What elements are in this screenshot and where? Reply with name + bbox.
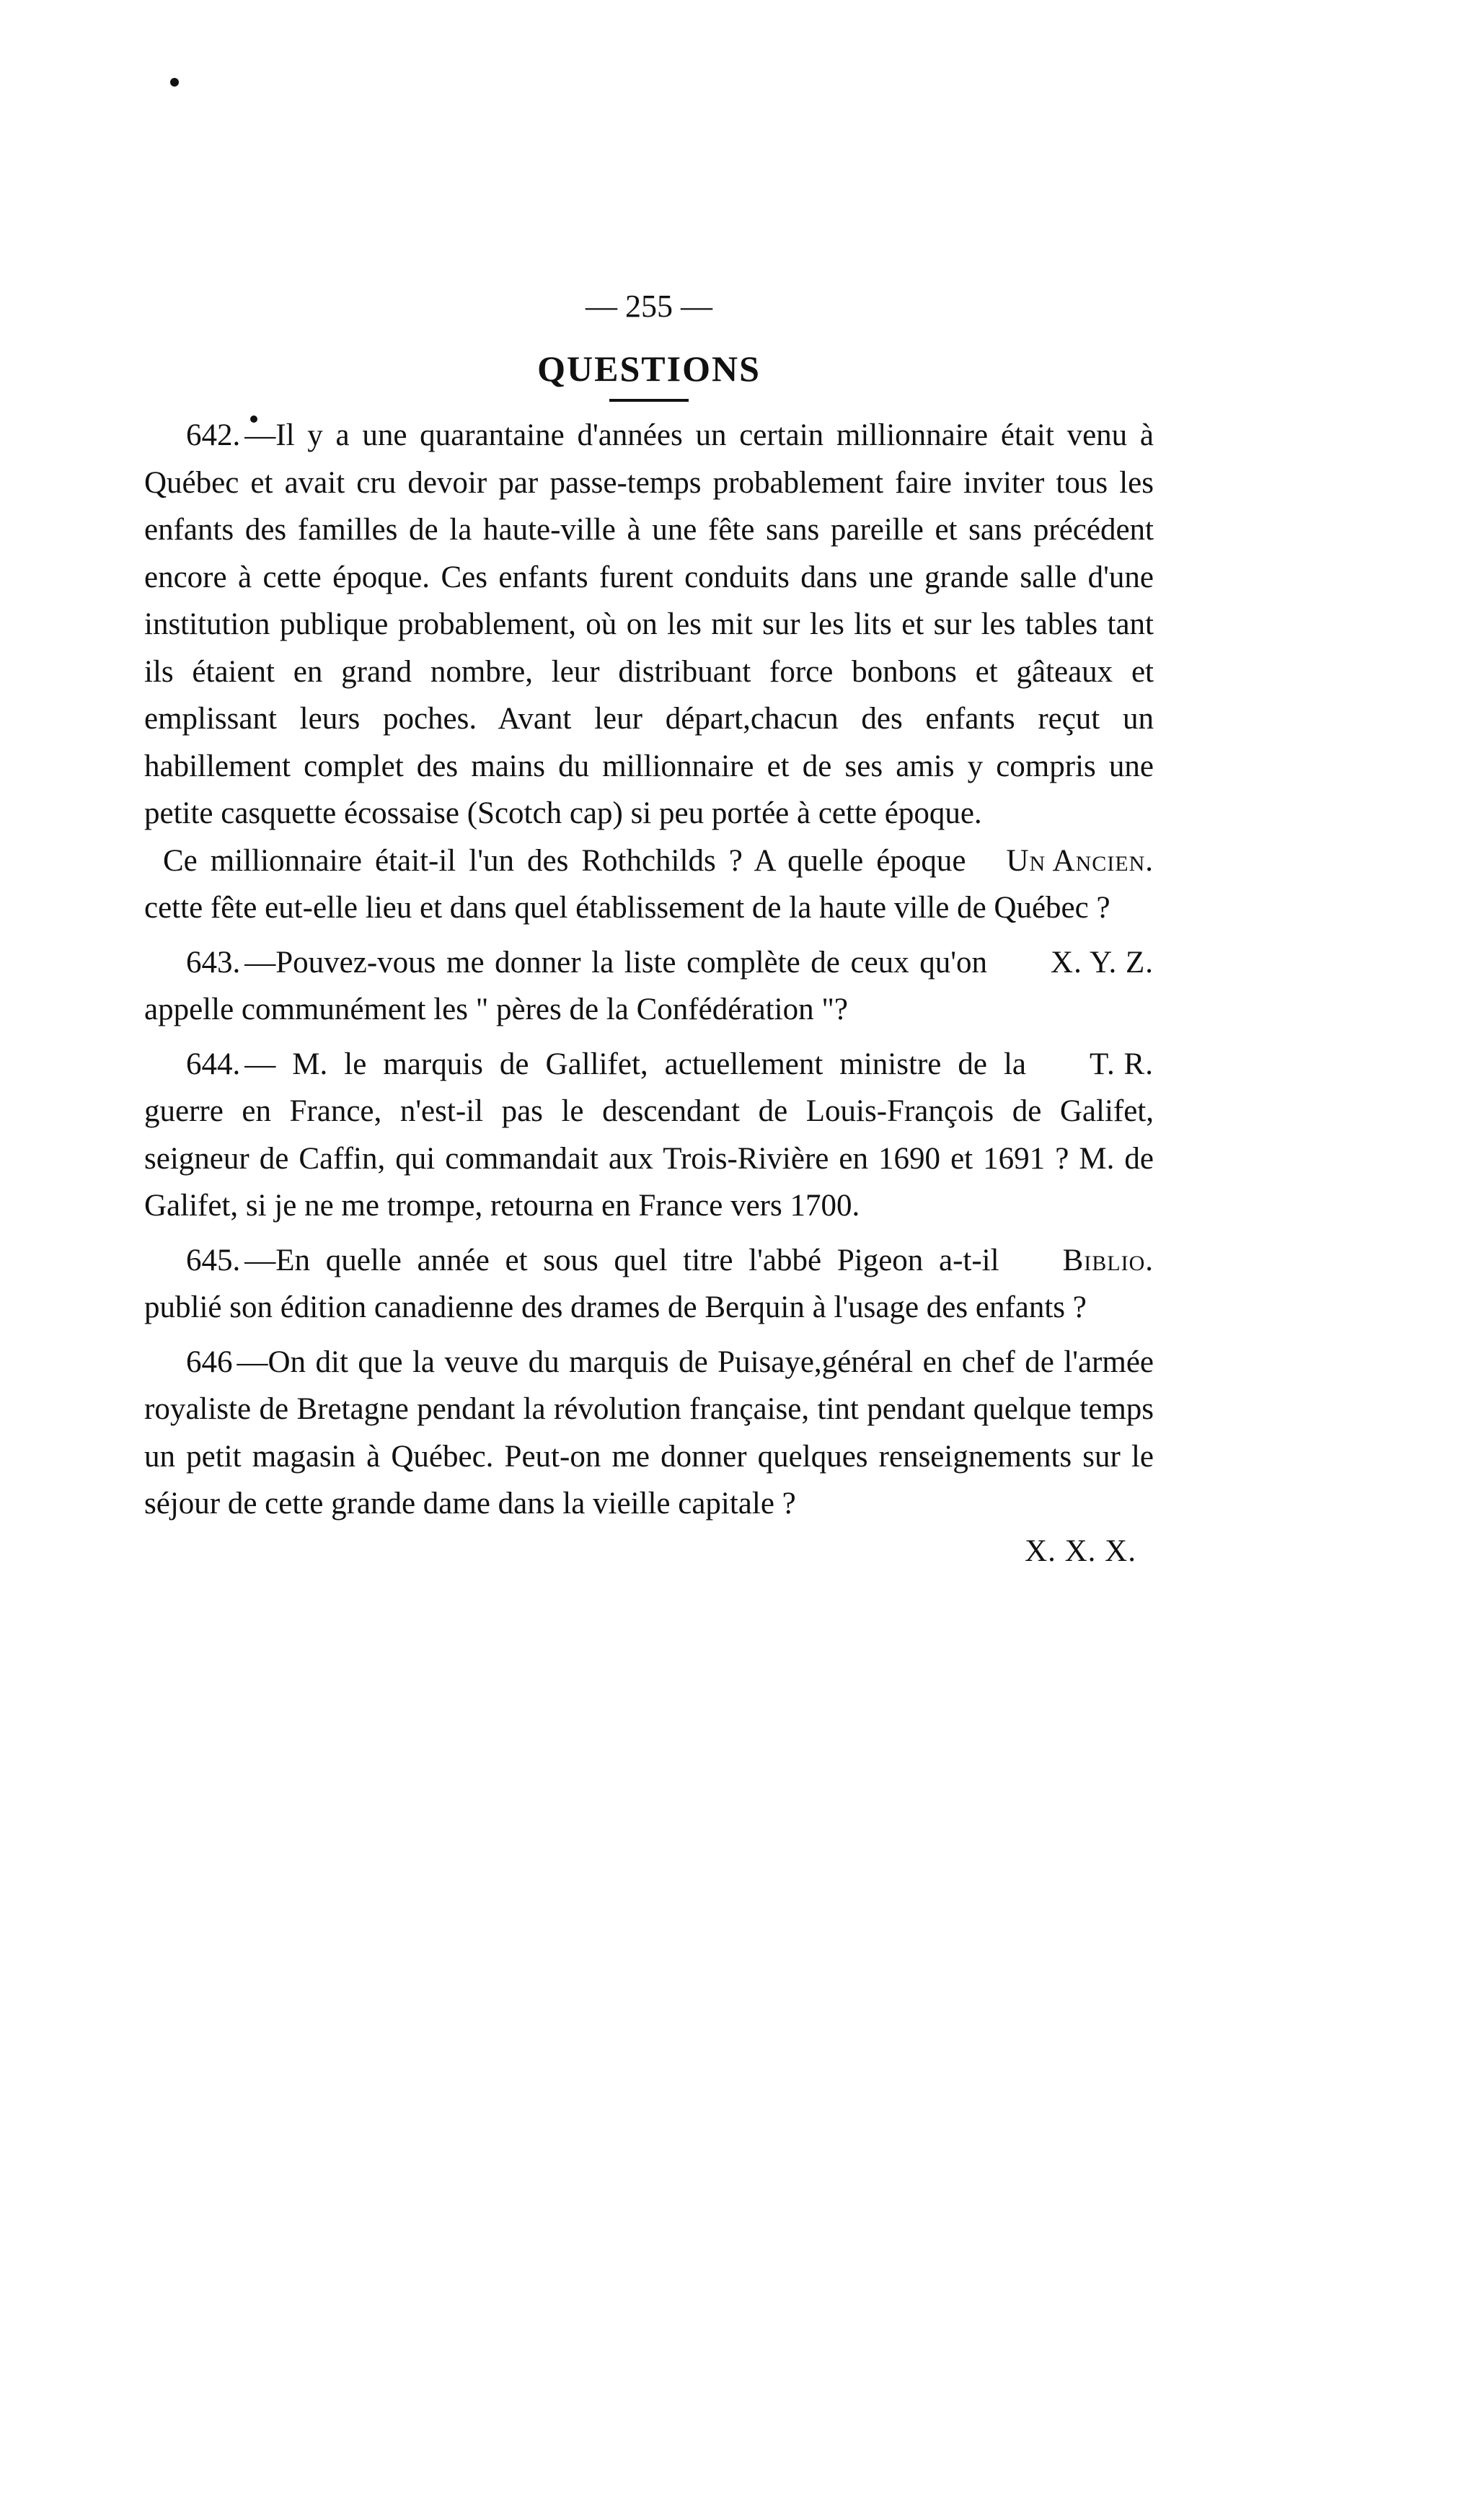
question-text bbox=[144, 1339, 1154, 1528]
question-signature: Biblio. bbox=[1062, 1243, 1154, 1277]
question-number: 643. bbox=[186, 945, 241, 980]
question-paragraph: —Il y a une quarantaine d'années un certain millionnaire était venu à Québec et avait cru devoir par passe-temps probablement faire inviter tous les enfants des familles de la haute-ville à une fête sans pareille et sans précédent encore à cette époque. Ces enfants furent conduits dans une grande salle d'une institution publique probablement, où on les mit sur les lits et sur les tables tant ils étaient en grand nombre, leur distribuant force bonbons et gâteaux et emplissant leurs poches. Avant leur départ,chacun des enfants reçut un habillement complet des mains du millionnaire et de ses amis y compris une petite casquette écossaise (Scotch cap) si peu portée à cette époque. bbox=[144, 418, 1154, 830]
question-645 bbox=[144, 1237, 1154, 1332]
question-signature: T. R. bbox=[1089, 1047, 1154, 1081]
question-number: 645. bbox=[186, 1243, 241, 1277]
question-number: 644. bbox=[186, 1047, 241, 1081]
question-paragraph: Ce millionnaire était-il l'un des Rothchilds ? A quelle époque cette fête eut-elle lieu et dans quel établissement de la haute ville de Québec ? bbox=[144, 843, 1110, 925]
question-paragraph: —En quelle année et sous quel titre l'abbé Pigeon a-t-il publié son édition canadienne des drames de Berquin à l'usage des enfants ? bbox=[144, 1243, 1087, 1324]
question-signature: X. X. X. bbox=[1025, 1534, 1136, 1568]
scan-speck bbox=[170, 78, 179, 87]
title-rule bbox=[609, 399, 689, 402]
question-644 bbox=[144, 1041, 1154, 1230]
question-signature: X. Y. Z. bbox=[1051, 945, 1154, 980]
section-title: QUESTIONS bbox=[537, 348, 761, 389]
question-paragraph: — M. le marquis de Gallifet, actuellement ministre de la guerre en France, n'est-il pas le descendant de Louis-François de Galifet, seigneur de Caffin, qui commandait aux Trois-Rivière en 1690 et 1691 ? M. de Galifet, si je ne me trompe, retourna en France vers 1700. bbox=[144, 1047, 1154, 1223]
page-number: — 255 — bbox=[586, 289, 712, 324]
question-paragraph: —On dit que la veuve du marquis de Puisaye,général en chef de l'armée royaliste de Bretagne pendant la révolution française, tint pendant quelque temps un petit magasin à Québec. Peut-on me donner quelques renseignements sur le séjour de cette grande dame dans la vieille capitale ? bbox=[144, 1345, 1154, 1521]
question-number: 642. bbox=[186, 418, 241, 452]
question-number: 646 bbox=[186, 1345, 233, 1379]
question-642 bbox=[144, 412, 1154, 932]
question-signature: Un Ancien. bbox=[1006, 843, 1154, 878]
question-text bbox=[144, 1041, 1154, 1230]
question-text bbox=[144, 412, 1154, 837]
question-text bbox=[144, 837, 1154, 932]
question-text bbox=[144, 939, 1154, 1034]
question-643 bbox=[144, 939, 1154, 1034]
question-text bbox=[144, 1528, 1154, 1575]
book-page bbox=[144, 285, 1154, 1582]
question-paragraph: —Pouvez-vous me donner la liste complète de ceux qu'on appelle communément les " pères de la Confédération "? bbox=[144, 945, 988, 1026]
question-text bbox=[144, 1237, 1154, 1332]
question-646 bbox=[144, 1339, 1154, 1575]
